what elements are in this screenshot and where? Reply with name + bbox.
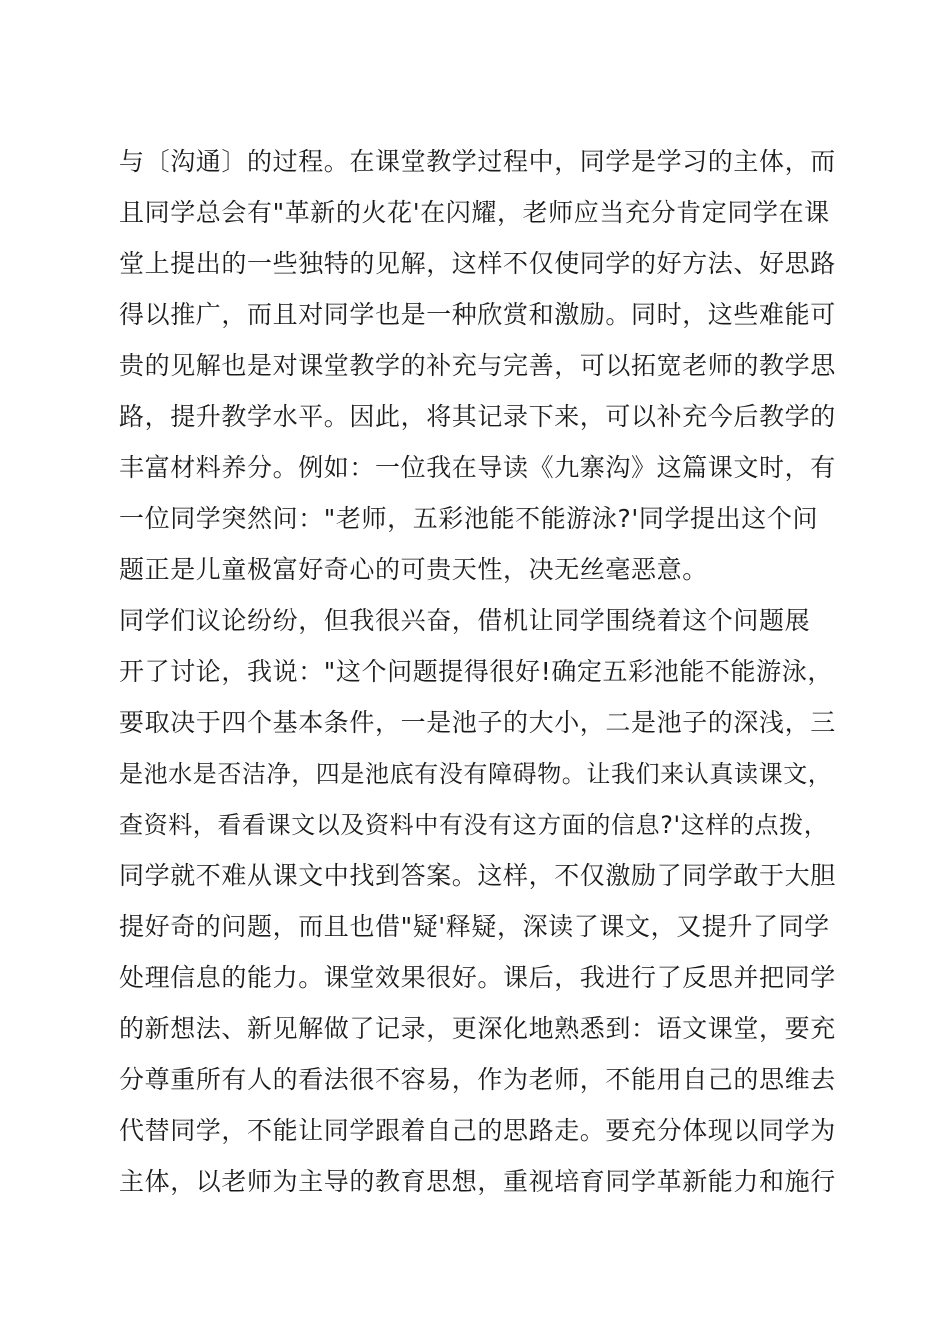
text-line: 处理信息的能力。课堂效果很好。课后，我进行了反思并把同学 xyxy=(119,963,836,992)
text-line: 主体，以老师为主导的教育思想，重视培育同学革新能力和施行 xyxy=(119,1167,836,1196)
text-line: 要取决于四个基本条件，一是池子的大小，二是池子的深浅，三 xyxy=(119,708,836,737)
text-line: 丰富材料养分。例如：一位我在导读《九寨沟》这篇课文时，有 xyxy=(119,453,836,482)
text-line: 堂上提出的一些独特的见解，这样不仅使同学的好方法、好思路 xyxy=(119,249,836,278)
text-line: 开了讨论，我说："这个问题提得很好!确定五彩池能不能游泳， xyxy=(119,657,833,686)
text-line: 贵的见解也是对课堂教学的补充与完善，可以拓宽老师的教学思 xyxy=(119,351,836,380)
text-line: 题正是儿童极富好奇心的可贵天性，决无丝毫恶意。 xyxy=(119,555,708,584)
text-line: 代替同学，不能让同学跟着自己的思路走。要充分体现以同学为 xyxy=(119,1116,836,1145)
text-line: 一位同学突然问："老师，五彩池能不能游泳?'同学提出这个问 xyxy=(119,504,819,533)
text-line: 与〔沟通〕的过程。在课堂教学过程中，同学是学习的主体，而 xyxy=(119,147,836,176)
text-line: 分尊重所有人的看法很不容易，作为老师，不能用自己的思维去 xyxy=(119,1065,836,1094)
text-line: 路，提升教学水平。因此，将其记录下来，可以补充今后教学的 xyxy=(119,402,836,431)
text-line: 且同学总会有"革新的火花'在闪耀，老师应当充分肯定同学在课 xyxy=(119,198,830,227)
text-line: 得以推广，而且对同学也是一种欣赏和激励。同时，这些难能可 xyxy=(119,300,836,329)
text-line: 的新想法、新见解做了记录，更深化地熟悉到：语文课堂，要充 xyxy=(119,1014,836,1043)
text-line: 提好奇的问题，而且也借"疑'释疑，深读了课文，又提升了同学 xyxy=(119,912,830,941)
text-line: 是池水是否洁净，四是池底有没有障碍物。让我们来认真读课文， xyxy=(119,760,833,788)
text-line: 同学们议论纷纷，但我很兴奋，借机让同学围绕着这个问题展 xyxy=(119,606,811,635)
text-line: 同学就不难从课文中找到答案。这样，不仅激励了同学敢于大胆 xyxy=(119,861,836,890)
text-line: 查资料，看看课文以及资料中有没有这方面的信息?'这样的点拨， xyxy=(119,811,829,839)
